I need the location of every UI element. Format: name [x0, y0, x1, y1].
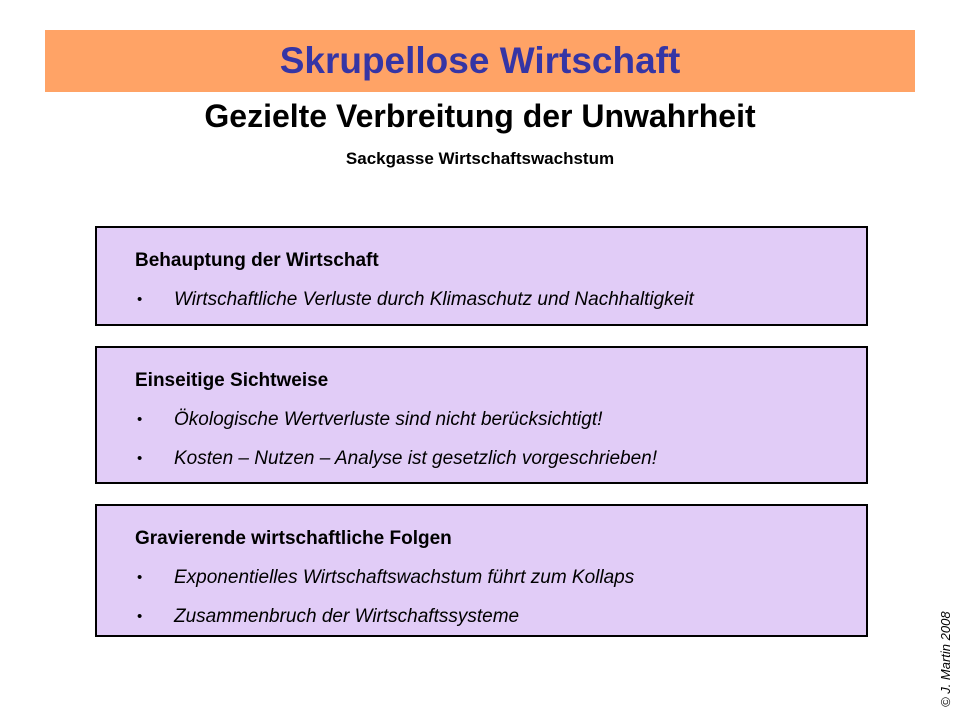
bullet-item — [135, 567, 846, 589]
box-heading: Behauptung der Wirtschaft — [135, 250, 379, 271]
bullet-icon: • — [137, 608, 143, 625]
content-box-sichtweise — [95, 346, 868, 484]
box-heading: Einseitige Sichtweise — [135, 370, 329, 391]
bullet-item — [135, 606, 846, 628]
banner-title: Skrupellose Wirtschaft — [279, 40, 681, 81]
content-box-folgen — [95, 504, 868, 637]
bullet-item — [135, 289, 846, 311]
bullet-text: Exponentielles Wirtschaftswachstum führt zum Kollaps — [174, 567, 635, 588]
bullet-icon: • — [137, 291, 143, 308]
page-subtitle: Sackgasse Wirtschaftswachstum — [345, 149, 615, 168]
bullet-icon: • — [137, 569, 143, 586]
bullet-text: Zusammenbruch der Wirtschaftssysteme — [174, 606, 520, 627]
copyright-text: © J. Martin 2008 — [938, 611, 953, 707]
bullet-icon: • — [137, 450, 143, 467]
bullet-text: Kosten – Nutzen – Analyse ist gesetzlich vorgeschrieben! — [174, 448, 658, 469]
page-title: Gezielte Verbreitung der Unwahrheit — [204, 98, 756, 134]
bullet-text: Ökologische Wertverluste sind nicht berücksichtigt! — [174, 409, 603, 430]
title-banner — [45, 30, 915, 92]
bullet-item — [135, 409, 846, 431]
box-heading: Gravierende wirtschaftliche Folgen — [135, 528, 452, 549]
content-box-behauptung — [95, 226, 868, 326]
bullet-icon: • — [137, 411, 143, 428]
bullet-item — [135, 448, 846, 470]
bullet-text: Wirtschaftliche Verluste durch Klimaschutz und Nachhaltigkeit — [174, 289, 694, 310]
